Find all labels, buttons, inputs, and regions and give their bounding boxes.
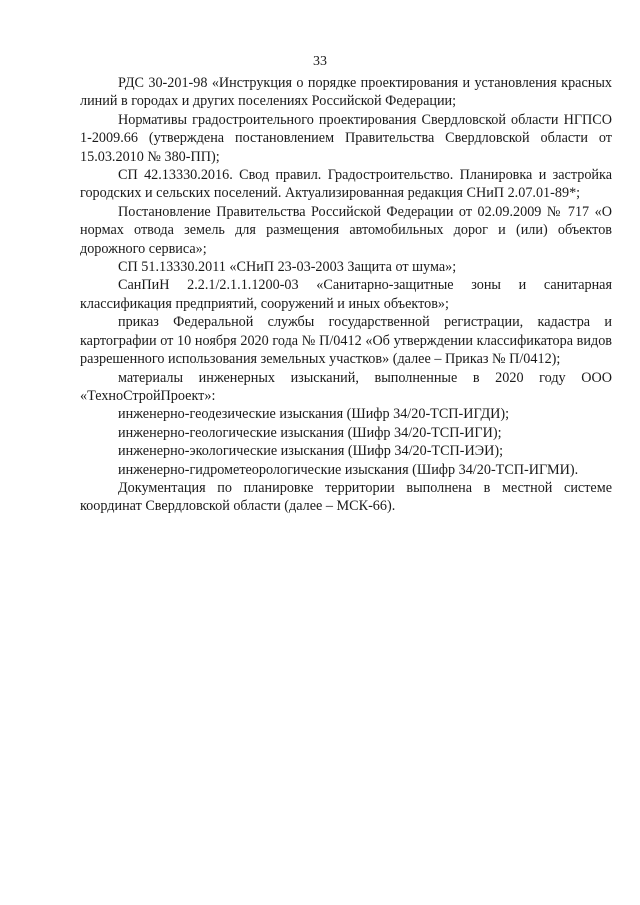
document-body [80,74,612,516]
paragraph-msk-66: Документация по планировке территории выполнена в местной системе координат Свердловской области (далее – МСК-66). [80,479,612,515]
paragraph-sp-51: СП 51.13330.2011 «СНиП 23-03-2003 Защита от шума»; [118,259,457,276]
paragraph-materialy-izyskaniy: материалы инженерных изысканий, выполненные в 2020 году ООО «ТехноСтройПроект»: [80,369,612,404]
list-item-igi: инженерно-геологические изыскания (Шифр 34/20-ТСП-ИГИ); [118,424,502,441]
paragraph-sp-42: СП 42.13330.2016. Свод правил. Градостроительство. Планировка и застройка городских и сельских поселений. Актуализированная редакция СНиП 2.07.01-89*; [80,167,612,202]
paragraph-prikaz-p0412: приказ Федеральной службы государственной регистрации, кадастра и картографии от 10 ноября 2020 года № П/0412 «Об утверждении классификатора видов разрешенного использования земельных участков» (далее – Приказ № П/0412); [80,314,612,368]
paragraph-ngpso: Нормативы градостроительного проектирования Свердловской области НГПСО 1-2009.66 (утверждена постановлением Правительства Свердловской области от 15.03.2010 № 380-ПП); [80,111,612,165]
list-item-igdi: инженерно-геодезические изыскания (Шифр 34/20-ТСП-ИГДИ); [118,406,510,423]
list-item-igmi: инженерно-гидрометеорологические изыскания (Шифр 34/20-ТСП-ИГМИ). [118,461,579,478]
paragraph-rds-30-201-98: РДС 30-201-98 «Инструкция о порядке проектирования и установления красных линий в городах и других поселениях Российской Федерации; [80,75,612,110]
list-item-iei: инженерно-экологические изыскания (Шифр 34/20-ТСП-ИЭИ); [118,443,504,460]
page-number: 33 [313,54,327,69]
paragraph-sanpin: СанПиН 2.2.1/2.1.1.1200-03 «Санитарно-защитные зоны и санитарная классификация предприятий, сооружений и иных объектов»; [80,277,612,312]
paragraph-postanovlenie-717: Постановление Правительства Российской Федерации от 02.09.2009 № 717 «О нормах отвода земель для размещения автомобильных дорог и (или) объектов дорожного сервиса»; [80,203,612,257]
